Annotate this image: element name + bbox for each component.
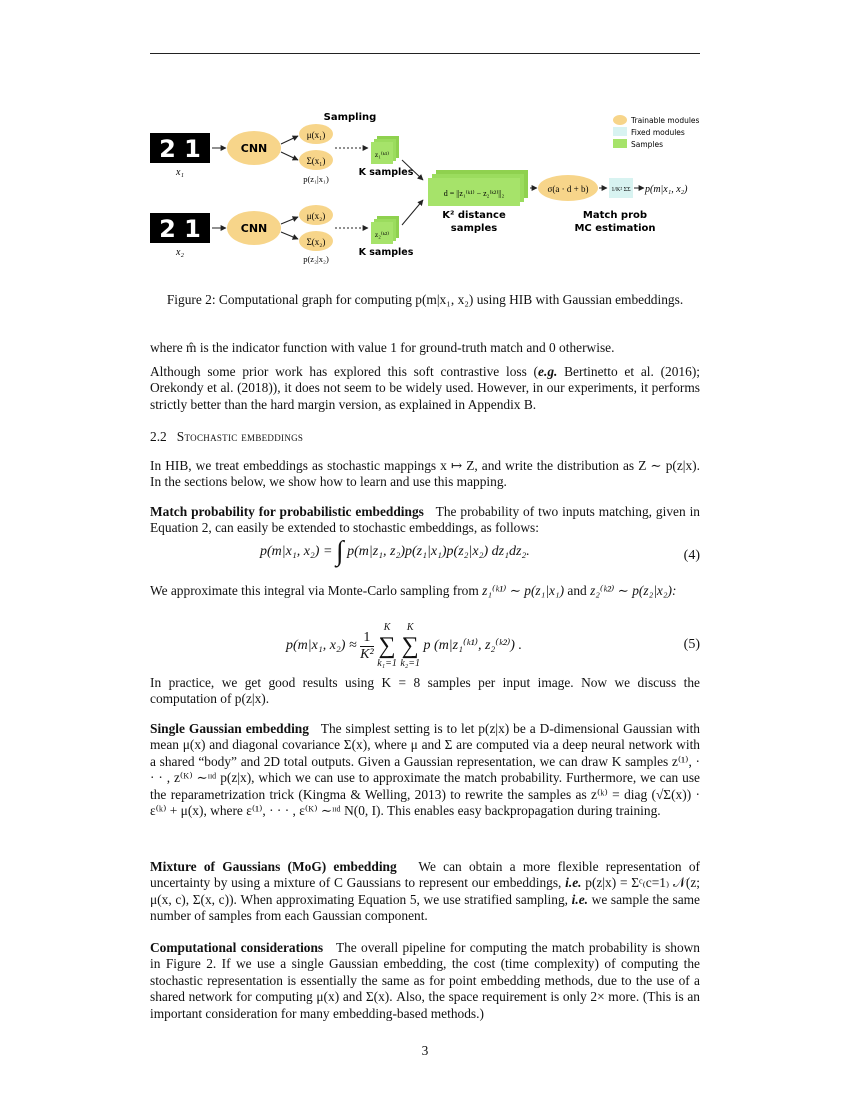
k-samples-label-2: K samples (358, 247, 414, 258)
sum1-sign: ∑ (378, 633, 396, 659)
para-computational (150, 940, 700, 1022)
mog-ie1: i.e. (565, 875, 582, 891)
sum2-top: K (406, 622, 414, 633)
digit-image-x2 (150, 213, 210, 243)
legend-trainable-label: Trainable modules (631, 116, 700, 125)
x1-label: x₁ (176, 167, 184, 178)
sigmoid-label: σ(a · d + b) (547, 184, 589, 194)
eq5-fraction (360, 630, 374, 663)
mc-z1: z₁⁽ᵏ¹⁾ ∼ p(z₁|x₁) (482, 583, 565, 598)
comp-text: The overall pipeline for computing the match probability is shown in Figure 2. If we use a single Gaussian embedding, the cost (time complexity) of computing the stochastic representation is essentially the same as for point embedding methods, due to the use of a shared network for computing μ(x) and Σ(x). Also, the space requirement is only 2× more. (This is an important consideration for many embedding-based methods.) (150, 940, 701, 1021)
para-soft-contrastive (150, 364, 700, 413)
output-prob-label: p(m|x₁, x₂) (645, 184, 688, 195)
p-z1-label: p(z₁|x₁) (303, 174, 329, 184)
section-heading (150, 429, 303, 445)
mc-and: and (564, 583, 591, 598)
z2-samples-stack (371, 216, 399, 244)
mog-ie2: i.e. (571, 891, 588, 907)
para-single-gaussian (150, 721, 700, 819)
eq5-rhs: p (m|z₁⁽ᵏ¹⁾, z₂⁽ᵏ²⁾) . (423, 638, 522, 654)
sum1-bot: k₁=1 (377, 658, 397, 669)
match-prob-label: Match prob (582, 210, 648, 221)
eq5-sum1 (377, 622, 397, 670)
distance-formula: d = ||z₁⁽ᵏ¹⁾ − z₂⁽ᵏ²⁾||₂ (443, 189, 505, 198)
page-number: 3 (421, 1043, 429, 1058)
svg-text:2 1: 2 1 (159, 135, 201, 163)
soft-contrastive-part1: Although some prior work has explored this soft contrastive loss ( (150, 364, 539, 379)
soft-contrastive-eg: e.g. (538, 364, 558, 379)
eq4-rhs: p(m|z₁, z₂)p(z₁|x₁)p(z₂|x₂) dz₁dz₂. (347, 544, 530, 560)
mog-heading: Mixture of Gaussians (MoG) embedding (150, 859, 397, 874)
svg-text:2 1: 2 1 (159, 215, 201, 243)
para-indicator: where m̂ is the indicator function with value 1 for ground-truth match and 0 otherwise. (150, 340, 615, 355)
equation-5 (150, 620, 700, 672)
mc-part1: We approximate this integral via Monte-Carlo sampling from (150, 583, 483, 598)
mu-x1-label: μ(x₁) (306, 130, 326, 140)
sum2-sign: ∑ (401, 633, 419, 659)
para-monte-carlo (150, 583, 700, 599)
distance-samples-label: samples (450, 223, 498, 234)
header-rule (150, 53, 700, 54)
eq4-number: (4) (683, 548, 700, 563)
match-heading: Match probability for probabilistic embeddings (150, 504, 424, 519)
section-number: 2.2 (150, 429, 167, 444)
legend-samples-swatch (613, 139, 627, 148)
legend (613, 115, 700, 149)
sum2-bot: k₂=1 (400, 658, 421, 669)
legend-trainable-swatch (613, 115, 627, 125)
mog-part1: We can obtain a more flexible representation of uncertainty by using a mixture of C Gaussians to represent our embeddings, (150, 859, 700, 891)
legend-samples-label: Samples (631, 140, 664, 149)
distance-samples-stack (428, 170, 528, 206)
z1-sample-label: z₁⁽ᵏ¹⁾ (374, 150, 390, 159)
eq5-number: (5) (683, 637, 700, 652)
para-match-probability (150, 504, 700, 537)
mc-sum-label: 1/K² ΣΣ (611, 187, 631, 193)
digit-image-x1 (150, 133, 210, 163)
mc-estimation-label: MC estimation (574, 223, 656, 234)
single-heading: Single Gaussian embedding (150, 721, 309, 736)
eq5-lhs: p(m|x₁, x₂) ≈ (286, 638, 357, 654)
x2-label: x₂ (176, 247, 184, 258)
eq5-sum2 (400, 622, 420, 670)
eq5-frac-den: K² (360, 646, 374, 662)
eq5-frac-num: 1 (360, 630, 374, 647)
k-samples-label-1: K samples (358, 167, 414, 178)
sigma-x2-label: Σ(x₂) (306, 237, 326, 247)
single-text: The simplest setting is to let p(z|x) be a D-dimensional Gaussian with mean μ(x) and diagonal covariance Σ(x), where μ and Σ are computed via a deep neural network with a shared “body” and 2D total outputs. Given a Gaussian representation, we can draw K samples z⁽¹⁾, · · · , z⁽ᴷ⁾ ∼ᶦᶦᵈ p(z|x), which we can use to approximate the match probability. Furthermore, we can use the reparametrization trick (Kingma & Welling, 2013) to rewrite the samples as z⁽ᵏ⁾ = diag (√Σ(x)) · ε⁽ᵏ⁾ + μ(x), where ε⁽¹⁾, · · · , ε⁽ᴷ⁾ ∼ᶦᶦᵈ N(0, I). This enables easy backpropagation during training. (150, 721, 701, 819)
comp-heading: Computational considerations (150, 940, 324, 955)
mog-part2: p(z|x) = Σᶜ₍c=1₎ 𝒩(z; μ(x, c), Σ(x, c)). When approximating Equation 5, we use stratified sampling, (150, 875, 700, 907)
para-mog (150, 859, 700, 925)
p-z2-label: p(z₂|x₂) (303, 254, 329, 264)
mc-z2: z₂⁽ᵏ²⁾ ∼ p(z₂|x₂): (590, 583, 677, 598)
soft-contrastive-part2: Bertinetto et al. (2016); Orekondy et al. (2018)), it does not seem to be widely used. However, in our experiments, it performs strictly better than the hard margin version, as explained in Appendix B. (150, 364, 700, 412)
cnn-label-2: CNN (240, 222, 268, 235)
integral-sign: ∫ (335, 536, 344, 567)
match-text: The probability of two inputs matching, given in Equation 2, can easily be extended to stochastic embeddings, as follows: (150, 504, 700, 536)
mu-x2-label: μ(x₂) (306, 211, 326, 221)
z1-samples-stack (371, 136, 399, 164)
para-hib: In HIB, we treat embeddings as stochastic mappings x ↦ Z, and write the distribution as Z ∼ p(z|x). In the sections below, we show how to learn and use this mapping. (150, 458, 700, 490)
para-practice: In practice, we get good results using K = 8 samples per input image. Now we discuss the computation of p(z|x). (150, 675, 700, 707)
figure-svg (140, 100, 710, 275)
figure-computational-graph (140, 100, 710, 275)
legend-fixed-swatch (613, 127, 627, 136)
k2-distance-label: K² distance (442, 210, 506, 221)
section-title: Stochastic embeddings (176, 429, 304, 444)
sampling-label: Sampling (323, 112, 377, 123)
mog-part3: we sample the same number of samples from each Gaussian component. (150, 891, 700, 924)
equation-4 (150, 536, 700, 570)
z2-sample-label: z₂⁽ᵏ²⁾ (374, 230, 390, 239)
sigma-x1-label: Σ(x₁) (306, 156, 326, 166)
cnn-label-1: CNN (240, 142, 268, 155)
figure-caption: Figure 2: Computational graph for computing p(m|x₁, x₂) using HIB with Gaussian embeddings. (166, 292, 684, 307)
legend-fixed-label: Fixed modules (631, 128, 685, 137)
sum1-top: K (383, 622, 391, 633)
eq4-lhs: p(m|x₁, x₂) = (260, 544, 333, 560)
